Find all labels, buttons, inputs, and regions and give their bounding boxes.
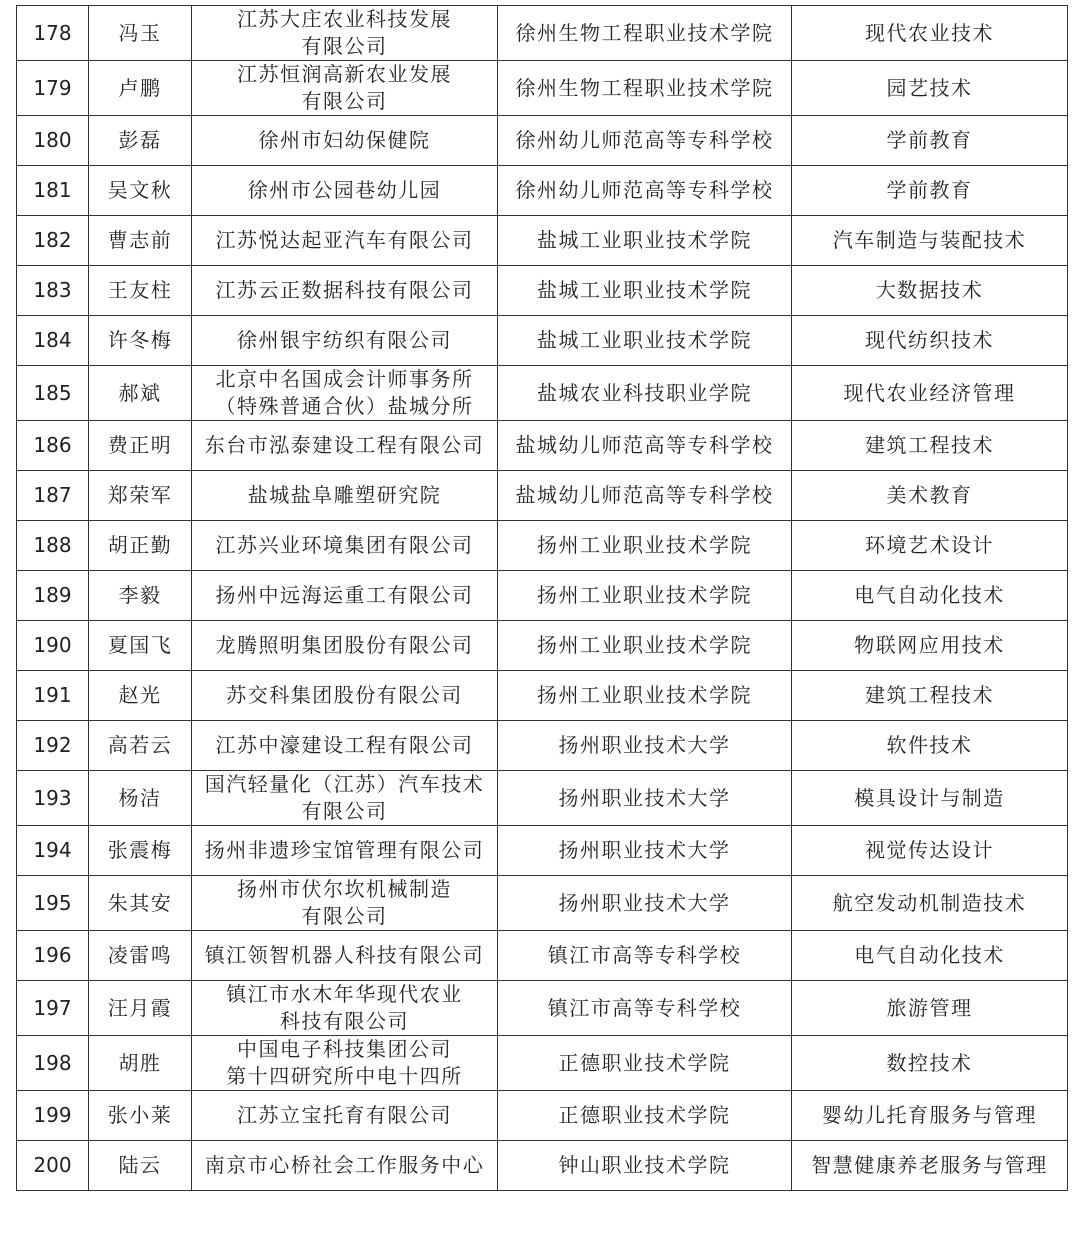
row-number: 191	[17, 671, 89, 721]
company-name-line: 扬州中远海运重工有限公司	[215, 583, 474, 607]
school-name: 盐城工业职业技术学院	[498, 216, 792, 266]
table-row	[17, 266, 1068, 316]
company-name	[192, 316, 498, 366]
major-name: 视觉传达设计	[792, 826, 1068, 876]
company-name	[192, 1036, 498, 1091]
major-name: 旅游管理	[792, 981, 1068, 1036]
school-name: 徐州生物工程职业技术学院	[498, 6, 792, 61]
major-name: 智慧健康养老服务与管理	[792, 1141, 1068, 1191]
company-name	[192, 61, 498, 116]
row-number: 199	[17, 1091, 89, 1141]
table-row	[17, 216, 1068, 266]
school-name: 徐州幼儿师范高等专科学校	[498, 166, 792, 216]
table-row	[17, 116, 1068, 166]
school-name: 盐城工业职业技术学院	[498, 316, 792, 366]
school-name: 盐城幼儿师范高等专科学校	[498, 421, 792, 471]
company-name-line: 南京市心桥社会工作服务中心	[204, 1153, 485, 1177]
company-name	[192, 366, 498, 421]
person-name: 胡胜	[89, 1036, 192, 1091]
person-name: 汪月霞	[89, 981, 192, 1036]
company-name	[192, 166, 498, 216]
company-name	[192, 621, 498, 671]
company-name-line: 龙腾照明集团股份有限公司	[215, 633, 474, 657]
table-row	[17, 1091, 1068, 1141]
row-number: 197	[17, 981, 89, 1036]
school-name: 徐州生物工程职业技术学院	[498, 61, 792, 116]
table-row	[17, 366, 1068, 421]
company-name	[192, 721, 498, 771]
major-name: 学前教育	[792, 166, 1068, 216]
person-name: 陆云	[89, 1141, 192, 1191]
table-row	[17, 61, 1068, 116]
major-name: 婴幼儿托育服务与管理	[792, 1091, 1068, 1141]
major-name: 大数据技术	[792, 266, 1068, 316]
company-name-line: 徐州市妇幼保健院	[258, 128, 431, 152]
school-name: 盐城农业科技职业学院	[498, 366, 792, 421]
person-name: 高若云	[89, 721, 192, 771]
major-name: 物联网应用技术	[792, 621, 1068, 671]
table-row	[17, 421, 1068, 471]
company-name-line: 江苏立宝托育有限公司	[237, 1103, 452, 1127]
row-number: 194	[17, 826, 89, 876]
person-name: 赵光	[89, 671, 192, 721]
company-name-line: 中国电子科技集团公司	[237, 1037, 452, 1061]
person-name: 郑荣军	[89, 471, 192, 521]
company-name	[192, 826, 498, 876]
person-name: 胡正勤	[89, 521, 192, 571]
row-number: 180	[17, 116, 89, 166]
company-name-line: 徐州银宇纺织有限公司	[237, 328, 452, 352]
person-name: 费正明	[89, 421, 192, 471]
school-name: 扬州工业职业技术学院	[498, 571, 792, 621]
company-name-line: 盐城盐阜雕塑研究院	[247, 483, 442, 507]
company-name	[192, 571, 498, 621]
table-row	[17, 826, 1068, 876]
table-row	[17, 166, 1068, 216]
school-name: 盐城工业职业技术学院	[498, 266, 792, 316]
person-name: 王友柱	[89, 266, 192, 316]
company-name	[192, 1091, 498, 1141]
company-name	[192, 421, 498, 471]
school-name: 盐城幼儿师范高等专科学校	[498, 471, 792, 521]
person-name: 郝斌	[89, 366, 192, 421]
company-name-line: 镇江领智机器人科技有限公司	[204, 943, 485, 967]
roster-table	[16, 5, 1068, 1191]
row-number: 192	[17, 721, 89, 771]
row-number: 190	[17, 621, 89, 671]
table-row	[17, 621, 1068, 671]
major-name: 环境艺术设计	[792, 521, 1068, 571]
company-name-line: 江苏云正数据科技有限公司	[215, 278, 474, 302]
major-name: 建筑工程技术	[792, 671, 1068, 721]
table-row	[17, 671, 1068, 721]
company-name	[192, 931, 498, 981]
major-name: 建筑工程技术	[792, 421, 1068, 471]
company-name	[192, 521, 498, 571]
company-name-line: 苏交科集团股份有限公司	[226, 683, 463, 707]
row-number: 183	[17, 266, 89, 316]
school-name: 正德职业技术学院	[498, 1036, 792, 1091]
company-name	[192, 266, 498, 316]
row-number: 182	[17, 216, 89, 266]
company-name-line: 镇江市水木年华现代农业	[226, 982, 463, 1006]
company-name-line: （特殊普通合伙）盐城分所	[215, 394, 474, 418]
row-number: 198	[17, 1036, 89, 1091]
roster-body	[17, 6, 1068, 1191]
company-name-line: 有限公司	[301, 799, 388, 823]
person-name: 张小莱	[89, 1091, 192, 1141]
row-number: 188	[17, 521, 89, 571]
school-name: 扬州职业技术大学	[498, 721, 792, 771]
school-name: 钟山职业技术学院	[498, 1141, 792, 1191]
school-name: 扬州工业职业技术学院	[498, 621, 792, 671]
school-name: 扬州职业技术大学	[498, 876, 792, 931]
company-name-line: 扬州市伏尔坎机械制造	[237, 877, 452, 901]
row-number: 193	[17, 771, 89, 826]
table-row	[17, 981, 1068, 1036]
person-name: 凌雷鸣	[89, 931, 192, 981]
company-name-line: 有限公司	[301, 34, 388, 58]
company-name	[192, 981, 498, 1036]
major-name: 汽车制造与装配技术	[792, 216, 1068, 266]
person-name: 杨洁	[89, 771, 192, 826]
person-name: 朱其安	[89, 876, 192, 931]
table-row	[17, 6, 1068, 61]
row-number: 195	[17, 876, 89, 931]
company-name-line: 有限公司	[301, 89, 388, 113]
company-name-line: 江苏中濠建设工程有限公司	[215, 733, 474, 757]
school-name: 镇江市高等专科学校	[498, 931, 792, 981]
company-name-line: 江苏大庄农业科技发展	[237, 7, 452, 31]
school-name: 镇江市高等专科学校	[498, 981, 792, 1036]
table-row	[17, 771, 1068, 826]
table-row	[17, 931, 1068, 981]
table-row	[17, 521, 1068, 571]
company-name	[192, 216, 498, 266]
row-number: 186	[17, 421, 89, 471]
major-name: 数控技术	[792, 1036, 1068, 1091]
school-name: 正德职业技术学院	[498, 1091, 792, 1141]
row-number: 196	[17, 931, 89, 981]
company-name-line: 扬州非遗珍宝馆管理有限公司	[204, 838, 485, 862]
person-name: 张震梅	[89, 826, 192, 876]
table-row	[17, 721, 1068, 771]
school-name: 徐州幼儿师范高等专科学校	[498, 116, 792, 166]
company-name-line: 江苏兴业环境集团有限公司	[215, 533, 474, 557]
row-number: 181	[17, 166, 89, 216]
major-name: 美术教育	[792, 471, 1068, 521]
person-name: 彭磊	[89, 116, 192, 166]
company-name-line: 东台市泓泰建设工程有限公司	[204, 433, 485, 457]
table-row	[17, 876, 1068, 931]
major-name: 现代纺织技术	[792, 316, 1068, 366]
company-name-line: 徐州市公园巷幼儿园	[247, 178, 442, 202]
major-name: 园艺技术	[792, 61, 1068, 116]
table-row	[17, 571, 1068, 621]
major-name: 模具设计与制造	[792, 771, 1068, 826]
major-name: 软件技术	[792, 721, 1068, 771]
row-number: 187	[17, 471, 89, 521]
school-name: 扬州职业技术大学	[498, 826, 792, 876]
row-number: 185	[17, 366, 89, 421]
row-number: 200	[17, 1141, 89, 1191]
company-name-line: 有限公司	[301, 904, 388, 928]
person-name: 吴文秋	[89, 166, 192, 216]
person-name: 夏国飞	[89, 621, 192, 671]
company-name-line: 江苏悦达起亚汽车有限公司	[215, 228, 474, 252]
table-row	[17, 1141, 1068, 1191]
person-name: 曹志前	[89, 216, 192, 266]
person-name: 李毅	[89, 571, 192, 621]
major-name: 现代农业经济管理	[792, 366, 1068, 421]
company-name	[192, 671, 498, 721]
school-name: 扬州工业职业技术学院	[498, 671, 792, 721]
company-name	[192, 116, 498, 166]
company-name	[192, 771, 498, 826]
company-name	[192, 1141, 498, 1191]
row-number: 184	[17, 316, 89, 366]
row-number: 189	[17, 571, 89, 621]
company-name-line: 北京中名国成会计师事务所	[215, 367, 474, 391]
person-name: 许冬梅	[89, 316, 192, 366]
major-name: 电气自动化技术	[792, 571, 1068, 621]
company-name	[192, 471, 498, 521]
company-name	[192, 6, 498, 61]
table-row	[17, 316, 1068, 366]
company-name-line: 第十四研究所中电十四所	[226, 1064, 463, 1088]
major-name: 学前教育	[792, 116, 1068, 166]
company-name-line: 国汽轻量化（江苏）汽车技术	[204, 772, 485, 796]
table-row	[17, 471, 1068, 521]
major-name: 电气自动化技术	[792, 931, 1068, 981]
row-number: 178	[17, 6, 89, 61]
company-name-line: 科技有限公司	[280, 1009, 409, 1033]
company-name-line: 江苏恒润高新农业发展	[237, 62, 452, 86]
major-name: 现代农业技术	[792, 6, 1068, 61]
school-name: 扬州职业技术大学	[498, 771, 792, 826]
company-name	[192, 876, 498, 931]
major-name: 航空发动机制造技术	[792, 876, 1068, 931]
school-name: 扬州工业职业技术学院	[498, 521, 792, 571]
person-name: 卢鹏	[89, 61, 192, 116]
row-number: 179	[17, 61, 89, 116]
person-name: 冯玉	[89, 6, 192, 61]
table-row	[17, 1036, 1068, 1091]
